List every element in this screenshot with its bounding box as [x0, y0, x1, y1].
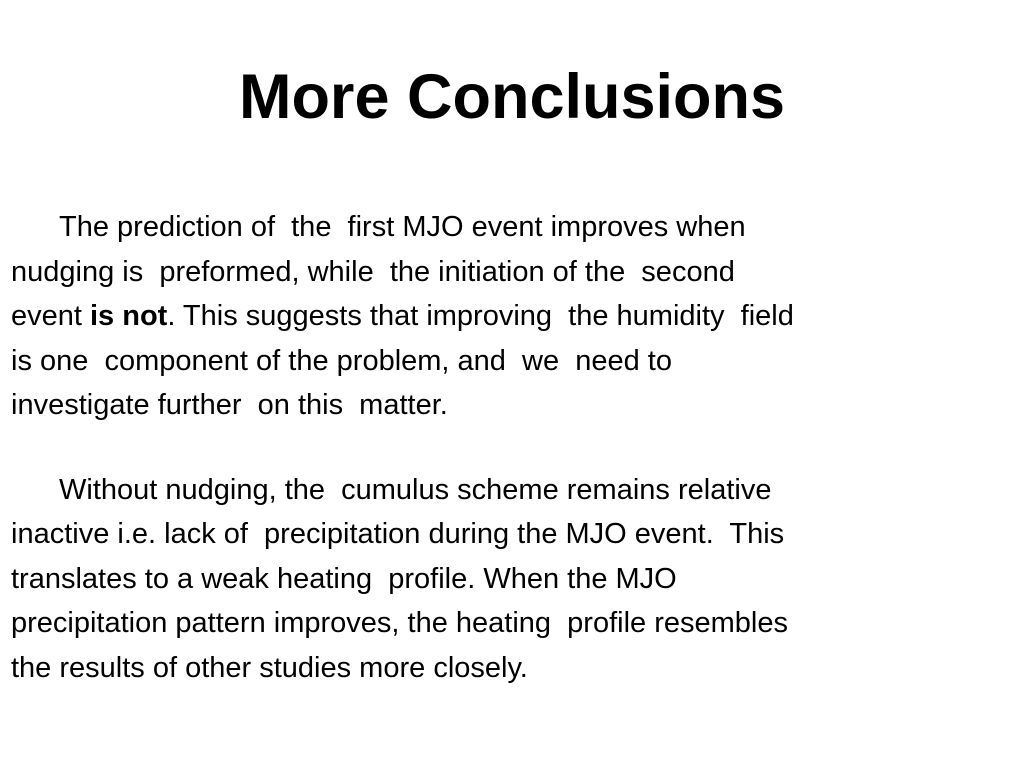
paragraph-2-line-1: Without nudging, the cumulus scheme remains relative	[59, 473, 772, 506]
paragraph-1-line-4: is one component of the problem, and we need to	[11, 344, 672, 377]
paragraph-2-line-2: inactive i.e. lack of precipitation during the MJO event. This	[11, 518, 785, 550]
paragraph-1-line-1: The prediction of the first MJO event improves when	[59, 211, 746, 243]
paragraph-1-line-5: investigate further on this matter.	[11, 389, 448, 421]
paragraph-1-emphasis: is not	[90, 300, 168, 332]
conclusion-paragraph-1	[11, 205, 1019, 428]
slide-body	[11, 205, 1019, 730]
paragraph-2-line-5: the results of other studies more closely.	[11, 651, 528, 684]
paragraph-1-line-3-end: . This suggests that improving the humidity field	[167, 300, 794, 332]
conclusion-paragraph-2	[11, 468, 1019, 691]
paragraph-1-line-2: nudging is preformed, while the initiation of the second	[11, 255, 735, 288]
slide-title: More Conclusions	[238, 62, 786, 132]
paragraph-2-line-4: precipitation pattern improves, the heating profile resembles	[11, 607, 788, 639]
paragraph-2-line-3: translates to a weak heating profile. When the MJO	[11, 562, 677, 595]
paragraph-1-line-3-start: event	[11, 300, 90, 332]
